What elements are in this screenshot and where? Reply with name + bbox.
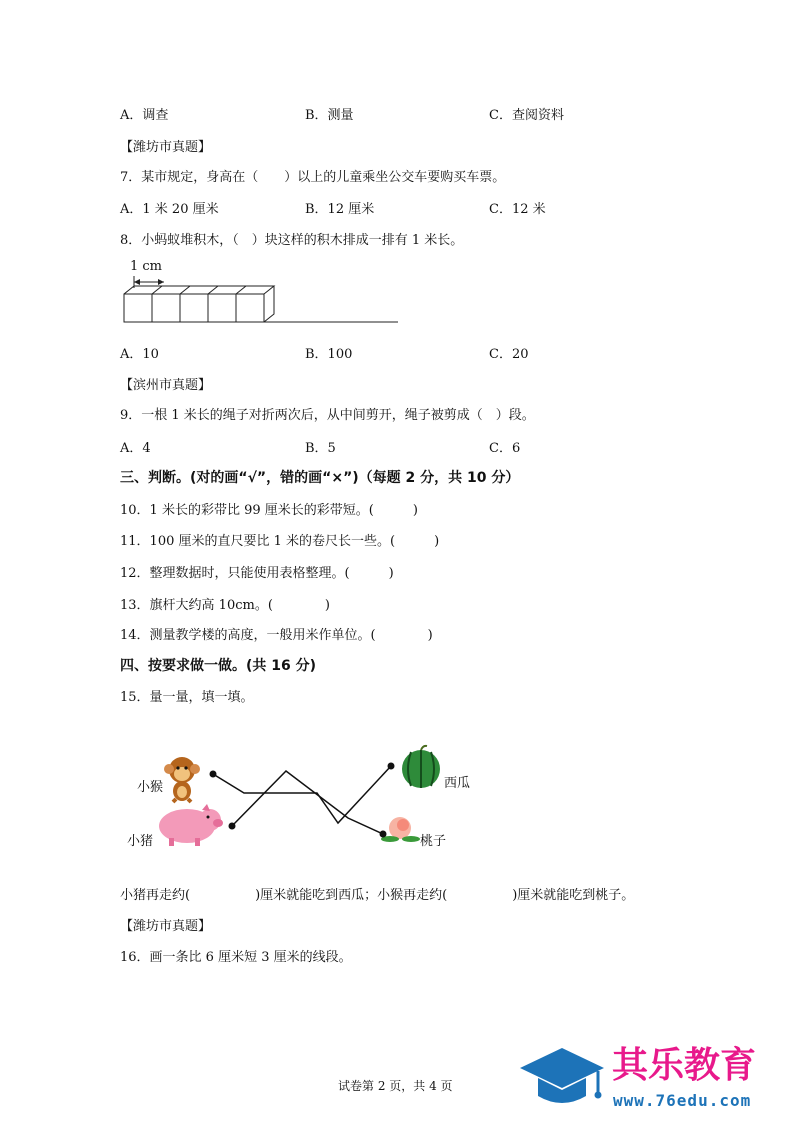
q7-option-c: C．12 米 [489, 202, 546, 217]
question-13: 13．旗杆大约高 10cm。( ) [120, 598, 330, 613]
path-figure [155, 740, 485, 860]
q8-option-b: B．100 [305, 347, 353, 362]
q8-option-a: A．10 [120, 347, 159, 362]
question-8: 8．小蚂蚁堆积木，（ ）块这样的积木排成一排有 1 米长。 [120, 233, 464, 248]
watermelon-label: 西瓜 [444, 776, 471, 791]
q15-answer-line[interactable]: 小猪再走约( )厘米就能吃到西瓜；小猴再走约( )厘米就能吃到桃子。 [120, 888, 635, 903]
q8-option-c: C．20 [489, 347, 529, 362]
section-3-heading: 三、判断。(对的画“√”，错的画“×”)（每题 2 分，共 10 分） [120, 470, 520, 486]
q7-option-a: A．1 米 20 厘米 [120, 202, 219, 217]
question-14: 14．测量教学楼的高度，一般用米作单位。( ) [120, 628, 433, 643]
q6-option-b: B．测量 [305, 108, 354, 123]
peach-icon [381, 817, 420, 842]
question-9: 9．一根 1 米长的绳子对折两次后，从中间剪开，绳子被剪成（ ）段。 [120, 408, 535, 423]
monkey-icon [164, 757, 200, 802]
q7-option-b: B．12 厘米 [305, 202, 375, 217]
q9-option-a: A．4 [120, 441, 151, 456]
question-10: 10．1 米长的彩带比 99 厘米长的彩带短。( ) [120, 503, 418, 518]
q6-option-c: C．查阅资料 [489, 108, 564, 123]
source-tag: 【潍坊市真题】 [120, 140, 212, 155]
question-11: 11．100 厘米的直尺要比 1 米的卷尺长一些。( ) [120, 534, 440, 549]
pig-icon [159, 804, 223, 846]
graduation-cap-icon [512, 1040, 612, 1110]
question-12: 12．整理数据时，只能使用表格整理。( ) [120, 566, 394, 581]
watermelon-icon [402, 746, 440, 788]
monkey-label: 小猴 [137, 780, 164, 795]
q9-option-c: C．6 [489, 441, 521, 456]
q6-option-a: A．调查 [120, 108, 169, 123]
question-15: 15．量一量，填一填。 [120, 690, 254, 705]
source-tag: 【潍坊市真题】 [120, 919, 212, 934]
page-footer: 试卷第 2 页，共 4 页 [338, 1079, 453, 1093]
question-16: 16．画一条比 6 厘米短 3 厘米的线段。 [120, 950, 352, 965]
peach-label: 桃子 [420, 834, 447, 849]
section-4-heading: 四、按要求做一做。(共 16 分) [120, 658, 317, 674]
logo-url: www.76edu.com [613, 1091, 752, 1110]
block-label: 1 cm [130, 259, 163, 274]
pig-label: 小猪 [127, 834, 154, 849]
question-7: 7．某市规定，身高在（ ）以上的儿童乘坐公交车要购买车票。 [120, 170, 506, 185]
blocks-figure [118, 262, 408, 332]
logo-name: 其乐教育 [612, 1045, 757, 1086]
source-tag: 【滨州市真题】 [120, 378, 212, 393]
q9-option-b: B．5 [305, 441, 336, 456]
